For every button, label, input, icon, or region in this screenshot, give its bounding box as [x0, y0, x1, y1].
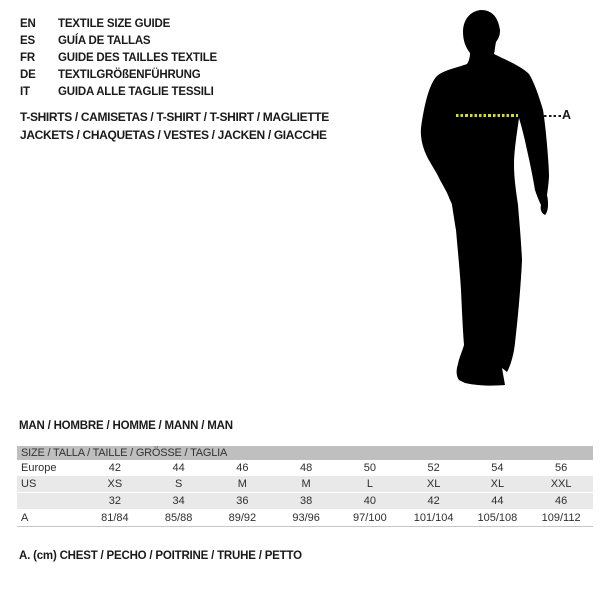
row-label: A: [21, 511, 29, 524]
language-code: ES: [20, 34, 35, 47]
table-cell: 85/88: [164, 511, 193, 524]
chest-measure-dashed-line: [456, 114, 518, 117]
table-cell: S: [174, 478, 183, 490]
measure-callout-dashed-line: [544, 115, 561, 117]
table-cell: 52: [427, 462, 440, 474]
table-cell: 89/92: [228, 511, 257, 524]
language-code: DE: [20, 68, 36, 81]
table-cell: XL: [426, 478, 441, 490]
language-row-de: [20, 66, 217, 83]
man-silhouette-icon: [418, 8, 568, 388]
table-cell: XL: [490, 478, 505, 490]
table-cell: 46: [555, 495, 568, 507]
language-list: [20, 15, 217, 100]
size-table-header: SIZE / TALLA / TAILLE / GRÖSSE / TAGLIA: [17, 446, 593, 460]
table-cell: L: [366, 478, 373, 490]
language-label: GUIDA ALLE TAGLIE TESSILI: [58, 85, 214, 98]
table-cell: 93/96: [292, 511, 320, 524]
table-cell: 42: [108, 462, 121, 474]
garment-line-tshirts: T-SHIRTS / CAMISETAS / T-SHIRT / T-SHIRT / MAGLIETTE: [20, 110, 329, 124]
language-row-fr: [20, 49, 217, 66]
language-label: GUIDE DES TAILLES TEXTILE: [58, 51, 217, 64]
man-silhouette-figure: [418, 8, 568, 388]
table-cell: 56: [555, 462, 568, 474]
table-cell: 109/112: [541, 511, 581, 524]
table-row-chest-a: [17, 509, 593, 527]
row-label: Europe: [21, 462, 57, 474]
table-row-uk: [17, 492, 593, 509]
size-table: [17, 446, 593, 527]
garment-line-jackets: JACKETS / CHAQUETAS / VESTES / JACKEN / GIACCHE: [20, 128, 327, 142]
table-cell: 36: [236, 495, 249, 507]
language-row-en: [20, 15, 217, 32]
table-cell: 48: [300, 462, 313, 474]
table-cell: M: [237, 478, 247, 490]
table-cell: 46: [236, 462, 249, 474]
language-label: TEXTILGRÖßENFÜHRUNG: [58, 68, 201, 81]
language-label: TEXTILE SIZE GUIDE: [58, 17, 171, 30]
table-cell: 32: [108, 495, 121, 507]
footnote-chest-legend: A. (cm) CHEST / PECHO / POITRINE / TRUHE / PETTO: [19, 550, 302, 562]
table-cell: 54: [491, 462, 504, 474]
language-row-it: [20, 83, 217, 100]
table-cell: 34: [172, 495, 185, 507]
language-code: IT: [20, 85, 30, 98]
table-cell: 50: [363, 462, 376, 474]
section-title-man: MAN / HOMBRE / HOMME / MANN / MAN: [19, 420, 233, 432]
table-cell: 97/100: [353, 511, 387, 524]
row-label: US: [21, 478, 37, 490]
table-row-europe: [17, 460, 593, 476]
table-cell: 38: [300, 495, 313, 507]
table-cell: 81/84: [101, 511, 129, 524]
language-code: FR: [20, 51, 35, 64]
table-cell: 101/104: [413, 511, 454, 524]
language-row-es: [20, 32, 217, 49]
table-cell: XXL: [550, 478, 572, 490]
table-cell: 40: [363, 495, 376, 507]
table-cell: 44: [491, 495, 504, 507]
table-cell: 44: [172, 462, 185, 474]
language-code: EN: [20, 17, 36, 30]
table-cell: M: [301, 478, 311, 490]
language-label: GUÍA DE TALLAS: [58, 34, 151, 47]
table-row-us: [17, 476, 593, 492]
garment-types: [20, 108, 329, 144]
table-cell: XS: [107, 478, 123, 490]
table-cell: 42: [427, 495, 440, 507]
table-cell: 105/108: [477, 511, 518, 524]
measure-label-a: A: [562, 108, 572, 122]
